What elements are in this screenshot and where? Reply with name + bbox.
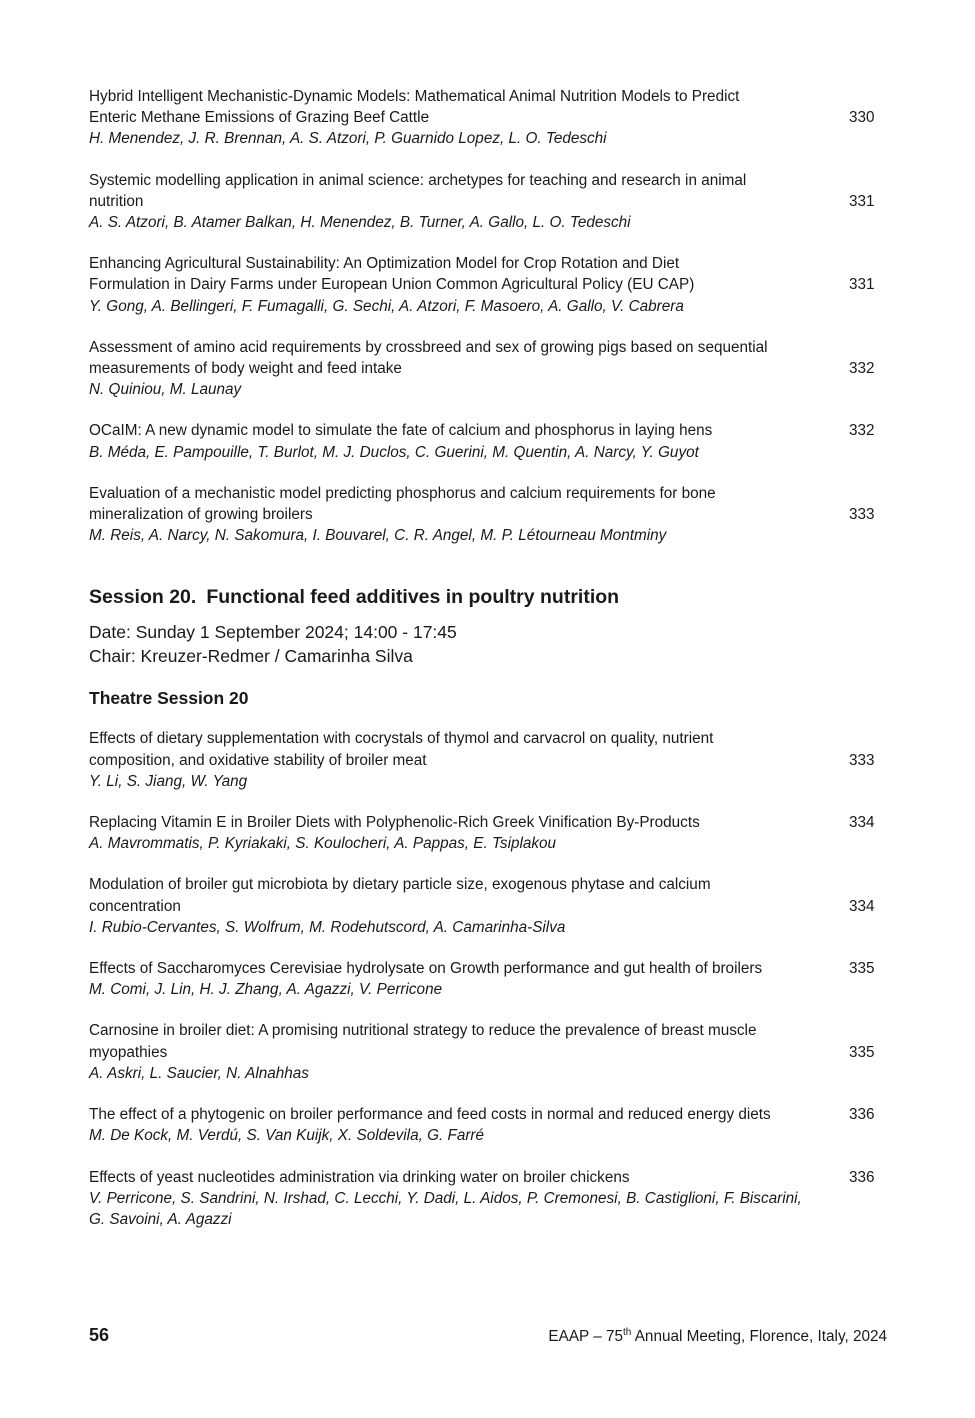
abstract-entry xyxy=(89,420,889,462)
theatre-session-heading: Theatre Session 20 xyxy=(89,688,249,709)
abstract-page-number: 332 xyxy=(849,360,875,378)
abstract-authors-line: A. Mavrommatis, P. Kyriakaki, S. Koulocheri, A. Pappas, E. Tsiplakou xyxy=(89,835,557,853)
abstract-title-line: OCaIM: A new dynamic model to simulate the fate of calcium and phosphorus in laying hens xyxy=(89,422,713,440)
abstract-title-line: Hybrid Intelligent Mechanistic-Dynamic Models: Mathematical Animal Nutrition Models to Predict xyxy=(89,88,740,105)
abstract-title-line: Modulation of broiler gut microbiota by dietary particle size, exogenous phytase and calcium xyxy=(89,876,711,894)
abstract-authors-line: G. Savoini, A. Agazzi xyxy=(89,1210,232,1228)
abstract-page-number: 330 xyxy=(849,109,875,127)
session-title: Functional feed additives in poultry nutrition xyxy=(206,586,620,609)
session-date: Date: Sunday 1 September 2024; 14:00 - 17:45 xyxy=(89,622,457,643)
abstract-page-number: 331 xyxy=(849,276,875,294)
abstract-entry xyxy=(89,1104,889,1146)
abstract-page-number: 335 xyxy=(849,1043,875,1061)
abstract-entry xyxy=(89,86,889,150)
abstract-entry xyxy=(89,1020,889,1084)
abstract-title-line: Formulation in Dairy Farms under European Union Common Agricultural Policy (EU CAP) xyxy=(89,276,695,294)
abstract-title-line: Systemic modelling application in animal science: archetypes for teaching and research in animal xyxy=(89,171,747,189)
abstract-page-number: 334 xyxy=(849,897,875,915)
session-chair: Chair: Kreuzer-Redmer / Camarinha Silva xyxy=(89,646,413,667)
abstract-title-line: concentration xyxy=(89,897,181,915)
abstract-title-line: composition, and oxidative stability of broiler meat xyxy=(89,751,427,769)
abstract-title-line: Assessment of amino acid requirements by crossbreed and sex of growing pigs based on sequential xyxy=(89,338,768,356)
footer-conference-suffix: Annual Meeting, Florence, Italy, 2024 xyxy=(631,1328,887,1346)
abstract-title-line: Carnosine in broiler diet: A promising nutritional strategy to reduce the prevalence of breast muscle xyxy=(89,1022,757,1040)
abstract-page-number: 335 xyxy=(849,960,875,978)
abstract-authors-line: V. Perricone, S. Sandrini, N. Irshad, C. Lecchi, Y. Dadi, L. Aidos, P. Cremonesi, B. Castiglioni, F. Biscarini, xyxy=(89,1189,802,1207)
abstract-title-line: mineralization of growing broilers xyxy=(89,506,313,524)
abstract-entry xyxy=(89,874,889,938)
abstract-list-top xyxy=(89,86,889,546)
footer-page-number: 56 xyxy=(89,1325,110,1345)
abstract-title-line: The effect of a phytogenic on broiler performance and feed costs in normal and reduced energy diets xyxy=(89,1106,771,1124)
abstract-title-line: Enhancing Agricultural Sustainability: An Optimization Model for Crop Rotation and Diet xyxy=(89,255,680,273)
abstract-title-line: Effects of Saccharomyces Cerevisiae hydrolysate on Growth performance and gut health of broilers xyxy=(89,960,763,978)
abstract-authors-line: B. Méda, E. Pampouille, T. Burlot, M. J. Duclos, C. Guerini, M. Quentin, A. Narcy, Y. Guyot xyxy=(89,443,699,461)
abstract-page-number: 332 xyxy=(849,422,875,440)
abstract-title-line: measurements of body weight and feed intake xyxy=(89,360,402,378)
abstract-title-line: Effects of dietary supplementation with cocrystals of thymol and carvacrol on quality, nutrient xyxy=(89,730,714,748)
abstract-authors-line: N. Quiniou, M. Launay xyxy=(89,381,242,399)
abstract-entry xyxy=(89,483,889,547)
abstract-authors-line: M. Comi, J. Lin, H. J. Zhang, A. Agazzi, V. Perricone xyxy=(89,981,443,999)
abstract-authors-line: M. Reis, A. Narcy, N. Sakomura, I. Bouvarel, C. R. Angel, M. P. Létourneau Montminy xyxy=(89,527,667,545)
session-number: Session 20. xyxy=(89,586,197,609)
abstract-authors-line: I. Rubio-Cervantes, S. Wolfrum, M. Rodehutscord, A. Camarinha-Silva xyxy=(89,918,566,936)
abstract-page-number: 336 xyxy=(849,1106,875,1124)
footer-conference-prefix: EAAP – 75 xyxy=(548,1328,623,1346)
abstract-authors-line: M. De Kock, M. Verdú, S. Van Kuijk, X. Soldevila, G. Farré xyxy=(89,1127,485,1145)
footer-conference xyxy=(548,1327,887,1346)
abstract-title-line: Replacing Vitamin E in Broiler Diets with Polyphenolic-Rich Greek Vinification By-Products xyxy=(89,814,700,832)
abstract-page-number: 333 xyxy=(849,506,875,524)
program-content xyxy=(89,86,889,1250)
abstract-authors-line: A. S. Atzori, B. Atamer Balkan, H. Menendez, B. Turner, A. Gallo, L. O. Tedeschi xyxy=(89,214,631,232)
abstract-title-line: myopathies xyxy=(89,1043,168,1061)
abstract-authors-line: Y. Gong, A. Bellingeri, F. Fumagalli, G. Sechi, A. Atzori, F. Masoero, A. Gallo, V. Cabrera xyxy=(89,297,684,315)
abstract-title-line: Enteric Methane Emissions of Grazing Beef Cattle xyxy=(89,109,430,127)
abstract-page-number: 336 xyxy=(849,1168,875,1186)
abstract-title-line: Evaluation of a mechanistic model predicting phosphorus and calcium requirements for bone xyxy=(89,484,716,502)
abstract-entry xyxy=(89,170,889,234)
abstract-entry xyxy=(89,337,889,401)
page-footer xyxy=(89,1323,887,1351)
abstract-page-number: 331 xyxy=(849,192,875,210)
abstract-entry xyxy=(89,812,889,854)
abstract-authors-line: A. Askri, L. Saucier, N. Alnahhas xyxy=(89,1064,309,1082)
abstract-page-number: 334 xyxy=(849,814,875,832)
session-block xyxy=(89,584,889,710)
abstract-entry xyxy=(89,958,889,1000)
abstract-page-number: 333 xyxy=(849,751,875,769)
session-heading xyxy=(89,584,889,610)
abstract-list-session xyxy=(89,728,889,1230)
abstract-entry xyxy=(89,1167,889,1231)
abstract-entry xyxy=(89,728,889,792)
abstract-title-line: Effects of yeast nucleotides administration via drinking water on broiler chickens xyxy=(89,1168,630,1186)
abstract-authors-line: Y. Li, S. Jiang, W. Yang xyxy=(89,772,248,790)
abstract-entry xyxy=(89,253,889,317)
abstract-authors-line: H. Menendez, J. R. Brennan, A. S. Atzori, P. Guarnido Lopez, L. O. Tedeschi xyxy=(89,130,607,148)
abstract-title-line: nutrition xyxy=(89,192,144,210)
footer-conference-sup: th xyxy=(622,1327,632,1338)
